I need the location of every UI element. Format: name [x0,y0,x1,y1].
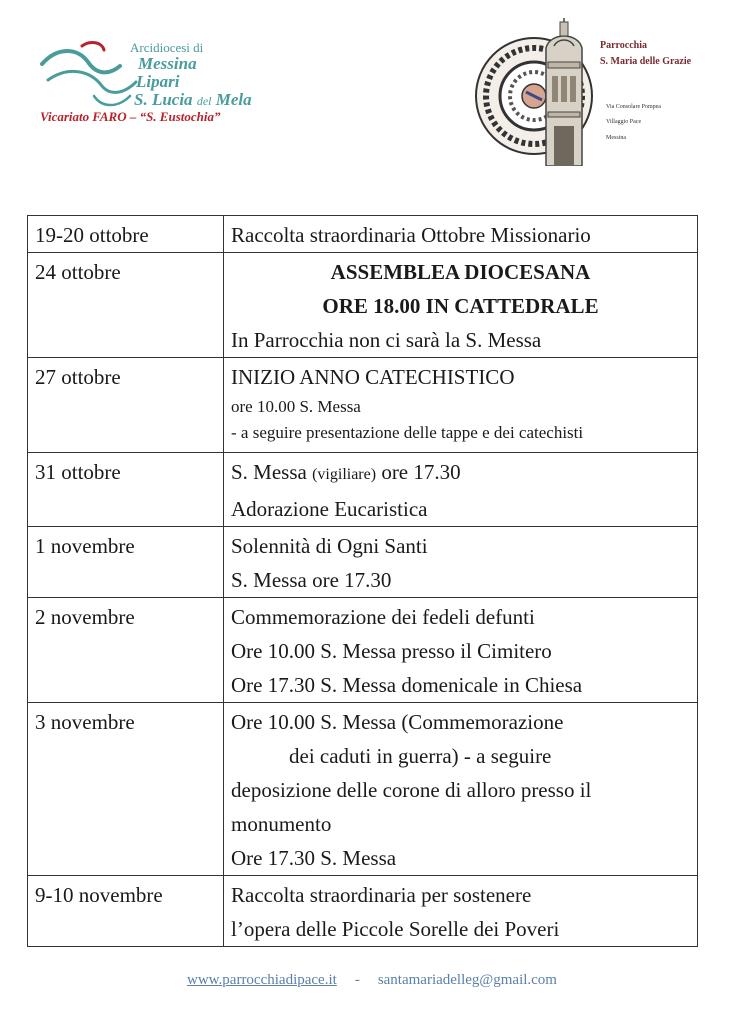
event-cell [224,253,698,358]
event-line: - a seguire presentazione delle tappe e dei catechisti [231,423,584,442]
event-line: Adorazione Eucaristica [231,497,428,521]
diocese-line4-end: Mela [215,90,252,109]
diocese-line1: Arcidiocesi di [130,40,204,55]
diocese-line3: Lipari [136,72,180,91]
event-cell [224,358,698,453]
footer [0,972,744,989]
date-cell: 19-20 ottobre [28,216,224,253]
event-line: Ore 17.30 S. Messa [231,846,397,870]
date-cell: 31 ottobre [28,453,224,527]
email-link[interactable]: santamariadelleg@gmail.com [377,972,557,988]
footer-separator: - [354,972,360,988]
table-row [28,703,698,876]
parish-name-line2: S. Maria delle Grazie [600,56,692,67]
event-title: ASSEMBLEA DIOCESANA [330,260,591,284]
diocese-line4-main: S. Lucia [134,90,193,109]
event-line: S. Messa ore 17.30 [231,568,392,592]
website-link[interactable]: www.parrocchiadipace.it [187,972,337,988]
event-line: dei caduti in guerra) - a seguire [289,744,552,768]
event-title: INIZIO ANNO CATECHISTICO [231,365,515,389]
event-cell [224,216,698,253]
event-line: In Parrocchia non ci sarà la S. Messa [231,328,542,352]
event-line: Commemorazione dei fedeli defunti [231,605,535,629]
date-cell: 1 novembre [28,527,224,598]
parish-address-line1: Via Consolare Pompea [606,104,661,110]
parish-address-line2: Villaggio Pace [606,119,642,125]
event-vigil-note: (vigiliare) [312,466,377,483]
diocese-line4 [134,90,252,110]
event-cell [224,598,698,703]
event-cell [224,703,698,876]
event-mass-time: ore 17.30 [381,460,461,484]
event-cell [224,453,698,527]
event-line: Solennità di Ogni Santi [231,534,428,558]
event-line: l’opera delle Piccole Sorelle dei Poveri [231,917,560,941]
event-line: Ore 10.00 S. Messa presso il Cimitero [231,639,552,663]
table-row [28,216,698,253]
parish-logo [474,18,704,166]
date-cell: 9-10 novembre [28,876,224,947]
parish-address-line3: Messina [606,135,626,141]
event-cell [224,527,698,598]
event-line: monumento [231,812,332,836]
table-row [28,253,698,358]
event-line: Raccolta straordinaria Ottobre Missionario [231,223,591,247]
table-row [28,453,698,527]
event-line: Ore 10.00 S. Messa (Commemorazione [231,710,564,734]
date-cell: 3 novembre [28,703,224,876]
table-row [28,876,698,947]
event-subtitle: ORE 18.00 IN CATTEDRALE [322,294,599,318]
vicariate-label: Vicariato FARO – “S. Eustochia” [40,109,221,124]
table-row [28,358,698,453]
parish-name-line1: Parrocchia [600,40,648,51]
date-cell: 2 novembre [28,598,224,703]
diocese-logo [38,36,252,136]
diocese-line4-small: del [196,94,212,108]
event-line: deposizione delle corone di alloro presso il [231,778,592,802]
schedule-table [27,215,698,947]
event-cell [224,876,698,947]
table-row [28,598,698,703]
event-line: ore 10.00 S. Messa [231,397,361,416]
table-row [28,527,698,598]
event-line: Raccolta straordinaria per sostenere [231,883,532,907]
date-cell: 24 ottobre [28,253,224,358]
diocese-line2: Messina [138,54,197,73]
parish-emblem-icon [474,18,599,166]
event-line-mass [231,455,690,492]
event-line: Ore 17.30 S. Messa domenicale in Chiesa [231,673,583,697]
date-cell: 27 ottobre [28,358,224,453]
event-mass-label: S. Messa [231,460,307,484]
